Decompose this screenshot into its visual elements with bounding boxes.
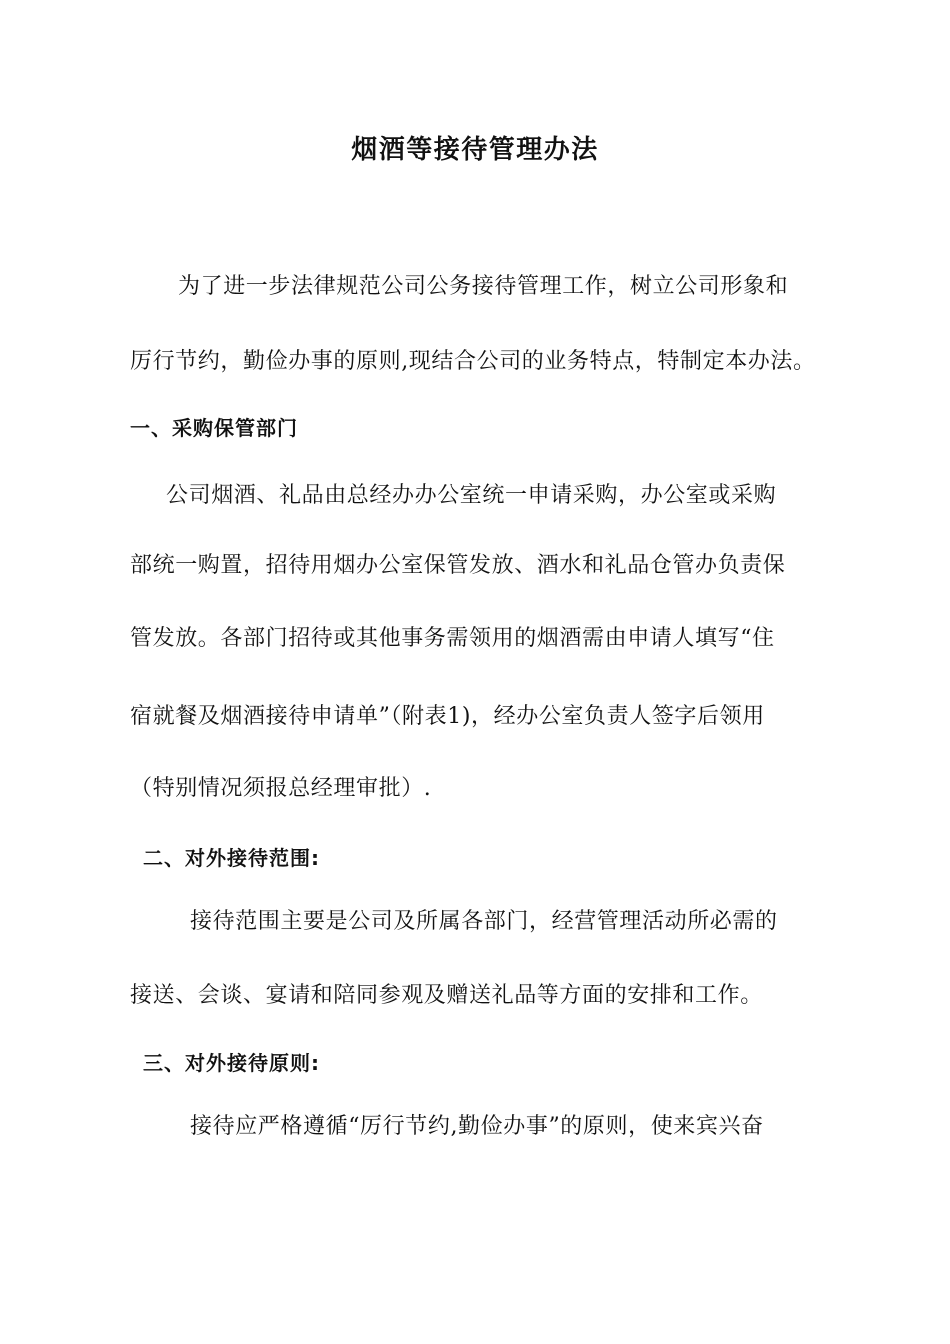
paragraph-procurement-line-5: （特别情况须报总经理审批）. — [130, 776, 432, 801]
paragraph-intro-line-2: 厉行节约，勤俭办事的原则,现结合公司的业务特点，特制定本办法。 — [130, 349, 816, 374]
section-heading-principles: 三、对外接待原则: — [143, 1051, 320, 1075]
section-heading-procurement: 一、采购保管部门 — [130, 416, 298, 440]
paragraph-procurement-line-3: 管发放。各部门招待或其他事务需领用的烟酒需由申请人填写“住 — [130, 626, 775, 651]
paragraph-scope-line-2: 接送、会谈、宴请和陪同参观及赠送礼品等方面的安排和工作。 — [130, 983, 763, 1008]
paragraph-procurement-line-2: 部统一购置，招待用烟办公室保管发放、酒水和礼品仓管办负责保 — [130, 553, 786, 578]
section-heading-scope: 二、对外接待范围: — [143, 846, 320, 870]
paragraph-scope-line-1: 接待范围主要是公司及所属各部门，经营管理活动所必需的 — [190, 909, 778, 934]
paragraph-procurement-line-4: 宿就餐及烟酒接待申请单”（附表1)，经办公室负责人签字后领用 — [130, 704, 765, 729]
paragraph-principles-line-1: 接待应严格遵循“厉行节约,勤俭办事”的原则，使来宾兴奋 — [190, 1114, 764, 1139]
paragraph-intro-line-1: 为了进一步法律规范公司公务接待管理工作，树立公司形象和 — [178, 274, 789, 299]
document-title: 烟酒等接待管理办法 — [351, 135, 599, 165]
paragraph-procurement-line-1: 公司烟酒、礼品由总经办办公室统一申请采购，办公室或采购 — [166, 483, 777, 508]
